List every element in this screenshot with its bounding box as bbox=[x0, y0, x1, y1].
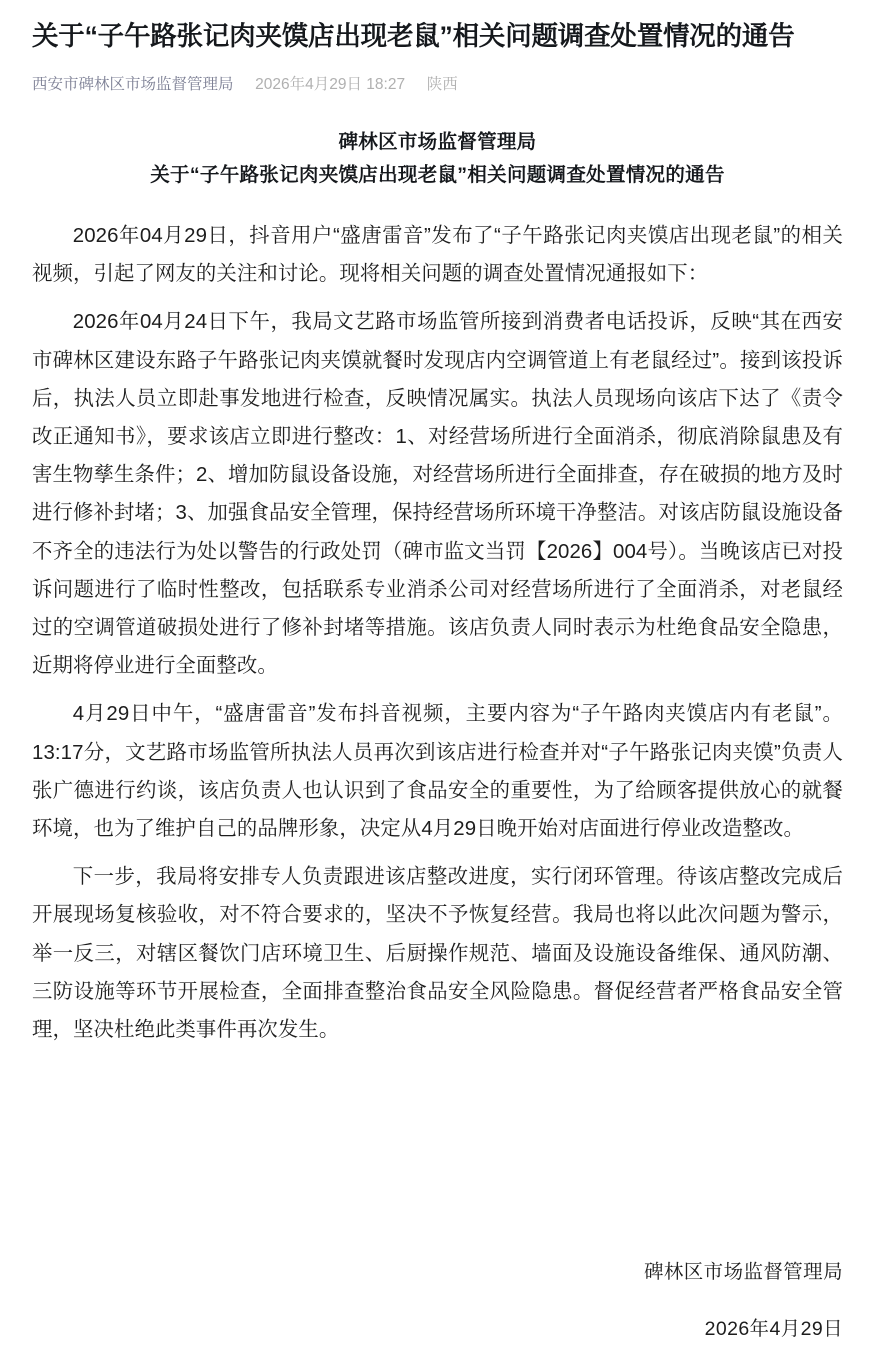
meta-datetime: 2026年4月29日 18:27 bbox=[255, 75, 406, 93]
document-title-block bbox=[32, 126, 843, 193]
article-header bbox=[32, 0, 843, 96]
document-paragraph: 4月29日中午，“盛唐雷音”发布抖音视频，主要内容为“子午路肉夹馍店内有老鼠”。13:17分，文艺路市场监管所执法人员再次到该店进行检查并对“子午路张记肉夹馍”负责人张广德进行约谈，该店负责人也认识到了食品安全的重要性，为了给顾客提供放心的就餐环境，也为了维护自己的品牌形象，决定从4月29日晚开始对店面进行停业改造整改。 bbox=[32, 703, 843, 840]
document-title-line-2: 关于“子午路张记肉夹馍店出现老鼠”相关问题调查处置情况的通告 bbox=[150, 164, 725, 187]
document-body bbox=[32, 126, 843, 1049]
signature-organization: 碑林区市场监督管理局 bbox=[643, 1260, 843, 1283]
signature-date: 2026年4月29日 bbox=[704, 1318, 843, 1341]
document-title-line-1: 碑林区市场监督管理局 bbox=[338, 130, 537, 153]
meta-source: 西安市碑林区市场监督管理局 bbox=[32, 75, 234, 93]
page-title: 关于“子午路张记肉夹馍店出现老鼠”相关问题调查处置情况的通告 bbox=[32, 21, 795, 51]
signature-block bbox=[644, 1258, 843, 1345]
article-meta bbox=[32, 73, 843, 96]
document-paragraph: 下一步，我局将安排专人负责跟进该店整改进度，实行闭环管理。待该店整改完成后开展现场复核验收，对不符合要求的，坚决不予恢复经营。我局也将以此次问题为警示，举一反三，对辖区餐饮门店环境卫生、后厨操作规范、墙面及设施设备维保、通风防潮、三防设施等环节开展检查，全面排查整治食品安全风险隐患。督促经营者严格食品安全管理，坚决杜绝此类事件再次发生。 bbox=[32, 866, 843, 1041]
document-paragraph: 2026年04月29日，抖音用户“盛唐雷音”发布了“子午路张记肉夹馍店出现老鼠”的相关视频，引起了网友的关注和讨论。现将相关问题的调查处置情况通报如下： bbox=[32, 224, 843, 286]
document-paragraph: 2026年04月24日下午，我局文艺路市场监管所接到消费者电话投诉，反映“其在西安市碑林区建设东路子午路张记肉夹馍就餐时发现店内空调管道上有老鼠经过”。接到该投诉后，执法人员立即赴事发地进行检查，反映情况属实。执法人员现场向该店下达了《责令改正通知书》，要求该店立即进行整改：1、对经营场所进行全面消杀，彻底消除鼠患及有害生物孳生条件；2、增加防鼠设备设施，对经营场所进行全面排查，存在破损的地方及时进行修补封堵；3、加强食品安全管理，保持经营场所环境干净整洁。对该店防鼠设施设备不齐全的违法行为处以警告的行政处罚（碑市监文当罚【2026】004号）。当晚该店已对投诉问题进行了临时性整改，包括联系专业消杀公司对经营场所进行了全面消杀，对老鼠经过的空调管道破损处进行了修补封堵等措施。该店负责人同时表示为杜绝食品安全隐患，近期将停业进行全面整改。 bbox=[32, 311, 843, 678]
meta-region: 陕西 bbox=[426, 75, 458, 93]
